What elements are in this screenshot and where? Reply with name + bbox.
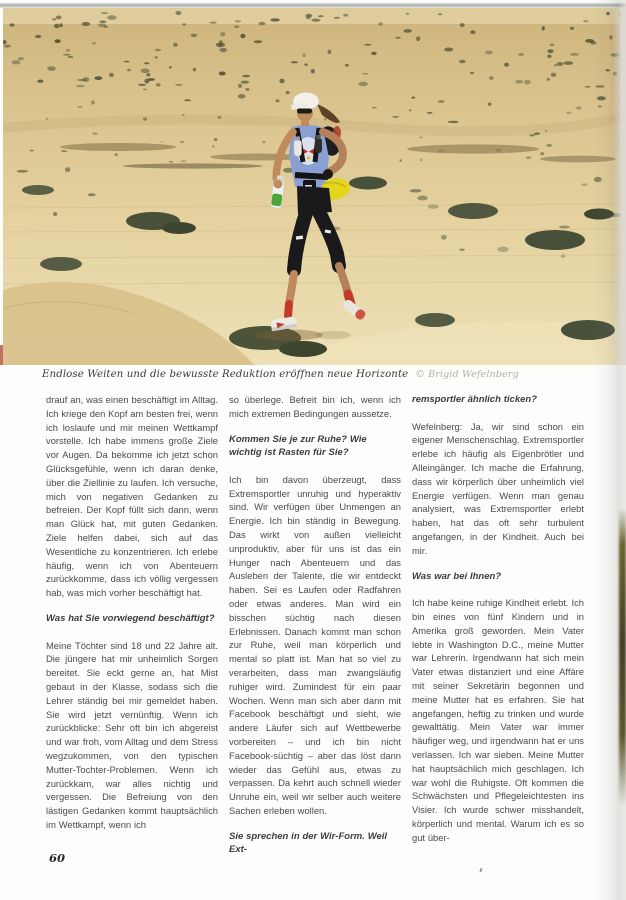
paragraph: Ich habe keine ruhige Kindheit erlebt. Ich bin eines von fünf Kindern und in Amerika groß geworden. Mein Vater lebte in Washington D.C., meine Mutter war Lehrerin. Irgendwann hat sich mein Vater etwas distanziert und eine Affäre mit seiner Sekretärin begonnen und meine Mutter hat es erfahren. Sie hat angefangen, heftig zu trinken und wurde gewalttätig. Mein Vater war immer häufiger weg, und irgendwann hat er uns verlassen. Ich war sieben. Meine Mutter hat hauptsächlich mich geschlagen. Ich war wohl die Ruhigste. Oft kommen die Schwächsten und Pflegeleichtesten ins Visier. Ich wurde schwer misshandelt, körperlich und mental. Warum ich es so gut über-: [412, 597, 584, 843]
paragraph: so überlege. Befreit bin ich, wenn ich mich extremen Bedingungen aussetze.: [229, 394, 401, 419]
interview-question: Was hat Sie vorwiegend beschäftigt?: [46, 612, 215, 624]
interview-question: Was war bei Ihnen?: [412, 570, 502, 582]
scan-speck: [479, 868, 482, 872]
runner-shadow: [255, 330, 323, 341]
photo-credit: © Brigid Wefelnberg: [415, 369, 519, 380]
runner-glove: [323, 169, 333, 179]
desert-scene: [3, 8, 621, 365]
caption-text: Endlose Weiten und die bewusste Reduktion eröffnen neue Horizonte: [42, 369, 409, 380]
column-2: [229, 393, 401, 870]
interview-question: remsportler ähnlich ticken?: [412, 394, 537, 405]
runner-sunglasses: [297, 109, 312, 114]
paragraph: Ich bin davon überzeugt, dass Extremsportler unruhig und hyperaktiv sind. Wir verfügen über Unmengen an Energie. Ich bin ständig in Bewegung. Das wirkt von außen vielleicht unproduktiv, aber für uns ist das ein Hunger nach Abenteuern und das Ausleben der Talente, die wir entdeckt haben. Sei es Laufen oder Radfahren oder etwas anderes. Man wird ein bisschen süchtig nach diesen Erlebnissen. Danach kommt man schon zur Ruhe, weil man körperlich und mental so platt ist. Man hat so viel zu verarbeiten, dass man zwangsläufig ruhiger wird. Zumindest für ein paar Wochen. Wenn man sich aber dann mit Facebook beschäftigt und sieht, wie andere Läufer sich auf Wettbewerbe vorbereiten – und ich bin nicht Facebook-süchtig – aber das löst dann wieder das Gefühl aus, etwas zu verpassen. Da kehrt auch schnell wieder Unruhe ein, weil wir selber auch weitere Sachen erleben wollen.: [229, 473, 401, 816]
interview-question: Kommen Sie je zur Ruhe? Wie wichtig ist Rasten für Sie?: [229, 433, 367, 459]
page-number: 60: [49, 851, 66, 865]
desert-runner-photo: [3, 8, 621, 365]
next-page-edge: [619, 508, 626, 806]
chest-bottle-white: [294, 140, 302, 156]
article-body: [46, 393, 584, 870]
photo-caption: [42, 369, 602, 380]
column-1: [46, 393, 218, 870]
interview-question: Sie sprechen in der Wir-Form. Weil Ext-: [229, 830, 388, 856]
column-3: [412, 393, 584, 870]
left-page-sliver: [0, 345, 3, 365]
runner-sock: [288, 304, 289, 316]
chest-bottle-dark: [315, 138, 322, 153]
paragraph: Meine Töchter sind 18 und 22 Jahre alt. Die jüngere hat mir unheimlich Sorgen bereitet. Sie eckt gerne an, hat Mist gebaut in der Klasse, sodass sich die Lehrer ständig bei mir gemeldet haben. Sie wird jetzt vernünftig. Wenn ich zurückblicke: Sehr oft bin ich abgereist und war froh, vom Alltag und dem Stress wegzukommen, von den typischen Mutter-Tochter-Problemen. Wenn ich zurückkam, war alles nichtig und vergessen. Die Befreiung von den lästigen Gedanken kommt hauptsächlich im Wettkampf, wenn ich: [46, 639, 218, 830]
paragraph: Wefelnberg: Ja, wir sind schon ein eigener Menschenschlag. Extremsportler erlebe ich häufig als Eigenbrötler und Alleingänger. Ich mache die Erfahrung, dass wir körperlich über unheimlich viel Energie verfügen. Wenn man genau analysiert, was Extremsportler erlebt haben, hat das oft sehr turbulent angefangen, in der Kindheit. Auch bei mir.: [412, 420, 584, 556]
scan-edge-top: [0, 0, 626, 8]
paragraph: drauf an, was einen beschäftigt im Alltag. Ich kriege den Kopf am besten frei, wenn ich loslaufe und mir meinen Wettkampf vorstelle. Ich habe immens große Ziele vor Augen. Da bekomme ich jetzt schon Glücksgefühle, wenn ich daran denke, über die Ziellinie zu laufen. Ich versuche, mich von negativen Gedanken zu befreien. Der Kopf füllt sich dann, wenn man Glück hat, mit guten Gedanken. Ziele helfen dabei, sich auf das Wesentliche zu konzentrieren. Ich erlebe häufig, wenn ich von Abenteuern zurückkomme, dass ich völlig vergessen hab, was mich vorher beschäftigt hat.: [46, 394, 218, 599]
